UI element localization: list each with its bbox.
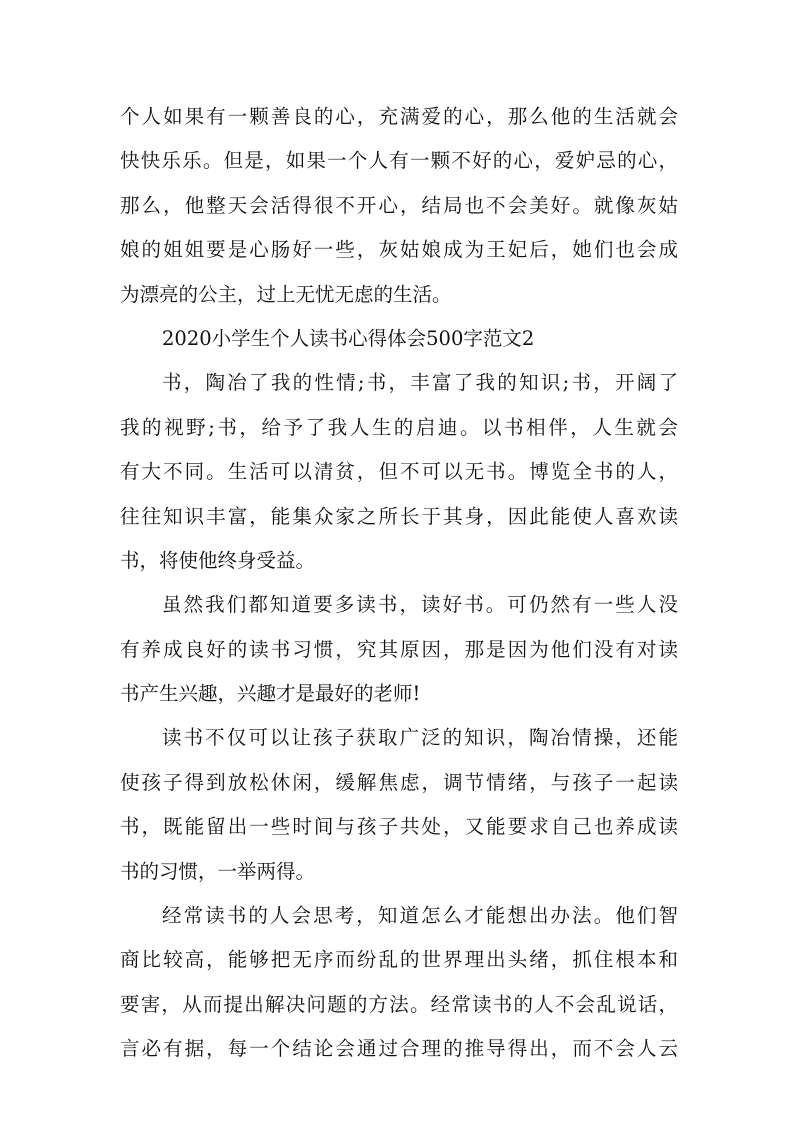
text-line: 往往知识丰富，能集众家之所长于其身，因此能使人喜欢读: [120, 504, 678, 528]
paragraph-1: [120, 361, 678, 583]
text-line: 书，将使他终身受益。: [120, 548, 316, 572]
text-line: 那么，他整天会活得很不开心，结局也不会美好。就像灰姑: [120, 193, 678, 217]
text-line: 书产生兴趣，兴趣才是最好的老师!: [120, 682, 421, 706]
continuation-paragraph: [120, 95, 678, 317]
text-line: 要害，从而提出解决问题的方法。经常读书的人不会乱说话，: [120, 992, 678, 1016]
text-line: 商比较高，能够把无序而纷乱的世界理出头绪，抓住根本和: [120, 948, 678, 972]
text-line: 我的视野;书，给予了我人生的启迪。以书相伴，人生就会: [120, 415, 678, 439]
text-line: 书的习惯，一举两得。: [120, 859, 316, 883]
text-line: 有养成良好的读书习惯，究其原因，那是因为他们没有对读: [120, 637, 678, 661]
paragraph-2: [120, 583, 678, 716]
text-line: 言必有据，每一个结论会通过合理的推导得出，而不会人云: [120, 1037, 678, 1061]
text-line: 经常读书的人会思考，知道怎么才能想出办法。他们智: [162, 904, 678, 928]
text-line: 个人如果有一颗善良的心，充满爱的心，那么他的生活就会: [120, 105, 678, 128]
text-line: 快快乐乐。但是，如果一个人有一颗不好的心，爱妒忌的心，: [120, 149, 678, 173]
paragraph-4: [120, 894, 678, 1072]
text-line: 书，陶冶了我的性情;书，丰富了我的知识;书，开阔了: [162, 371, 678, 395]
paragraph-3: [120, 716, 678, 894]
text-line: 虽然我们都知道要多读书，读好书。可仍然有一些人没: [162, 593, 678, 617]
text-line: 书，既能留出一些时间与孩子共处，又能要求自己也养成读: [120, 815, 678, 839]
text-line: 娘的姐姐要是心肠好一些，灰姑娘成为王妃后，她们也会成: [120, 238, 678, 262]
text-line: 有大不同。生活可以清贫，但不可以无书。博览全书的人，: [120, 460, 678, 484]
text-line: 读书不仅可以让孩子获取广泛的知识，陶冶情操，还能: [162, 726, 678, 750]
text-line: 为漂亮的公主，过上无忧无虑的生活。: [120, 282, 452, 306]
document-page: [120, 95, 678, 1072]
section-title: 2020小学生个人读书心得体会500字范文2: [162, 326, 535, 350]
text-line: 使孩子得到放松休闲，缓解焦虑，调节情绪，与孩子一起读: [120, 770, 678, 794]
